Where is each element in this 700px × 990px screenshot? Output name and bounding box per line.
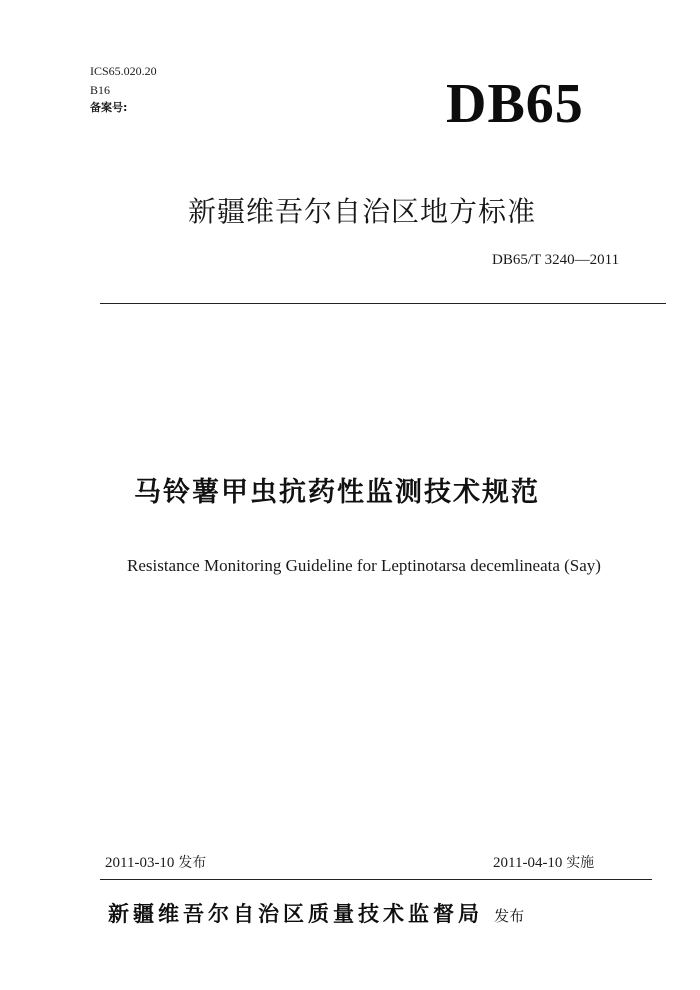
standard-number: DB65/T 3240—2011 — [492, 252, 620, 268]
publish-label: 发布 — [178, 855, 207, 871]
document-title-cn: 马铃薯甲虫抗药性监测技术规范 — [134, 477, 540, 508]
effective-date-line — [493, 852, 594, 872]
publisher-suffix: 发布 — [494, 907, 525, 925]
authority-title: 新疆维吾尔自治区地方标准 — [188, 195, 537, 228]
effective-label: 实施 — [566, 855, 595, 871]
publish-date-line — [105, 852, 206, 872]
footer-divider — [100, 879, 652, 880]
ics-code: ICS65.020.20 — [90, 64, 157, 78]
filing-number-label: 备案号: — [90, 101, 128, 114]
publisher-name: 新疆维吾尔自治区质量技术监督局 — [108, 902, 483, 926]
standard-logo: DB65 — [446, 73, 584, 135]
header-divider — [100, 303, 666, 304]
classification-code: B16 — [90, 83, 111, 97]
document-title-en: Resistance Monitoring Guideline for Leptinotarsa decemlineata (Say) — [127, 556, 601, 575]
publisher-row — [108, 898, 524, 928]
publish-date: 2011-03-10 — [105, 855, 175, 871]
effective-date: 2011-04-10 — [493, 855, 563, 871]
